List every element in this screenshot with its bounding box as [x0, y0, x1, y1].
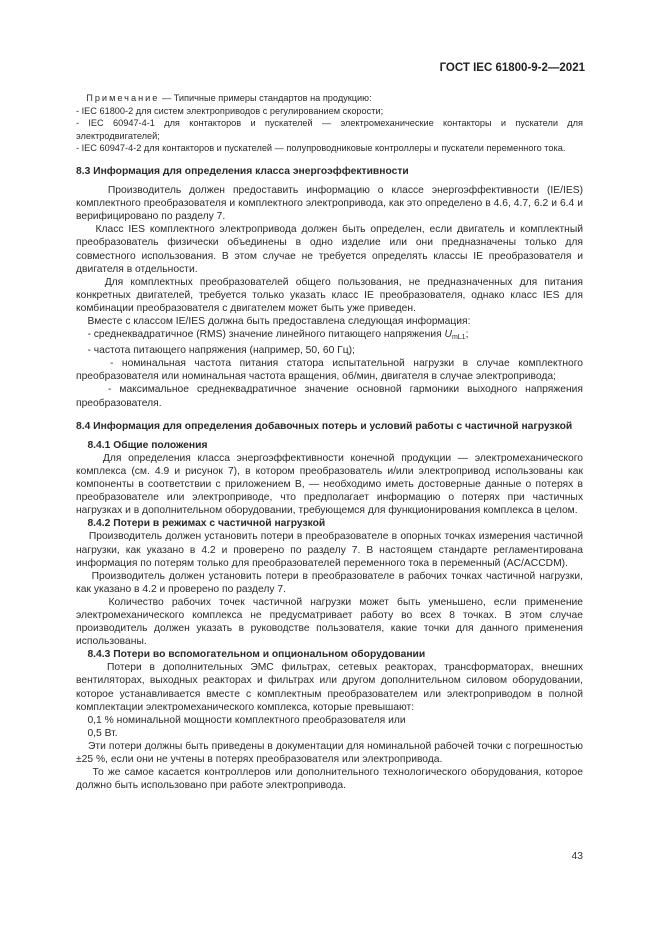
- paragraph: Вместе с классом IE/IES должна быть предоставлена следующая информация:: [87, 316, 471, 327]
- subsection-heading-8-4-1: 8.4.1 Общие положения: [87, 439, 208, 451]
- list-item: - частота питающего напряжения (например, 50, 60 Гц);: [87, 345, 355, 357]
- page-number: 43: [571, 851, 583, 862]
- list-item: - номинальная частота питания статора испытательной нагрузки в случае комплектного преобразователя или номинальная частота вращения, об/мин, двигателя в случае электропривода;: [76, 358, 583, 383]
- note-item: - IEC 61800-2 для систем электроприводов с регулированием скорости;: [76, 105, 384, 116]
- note-intro: [76, 92, 583, 105]
- paragraph: То же самое касается контроллеров или дополнительного технологического оборудования, которое должно быть использовано при работе электропривода.: [76, 767, 583, 792]
- paragraph: Эти потери должны быть приведены в документации для номинальной рабочей точки с погрешностью ±25 %, если они не учтены в потерях преобразователя или электропривода.: [76, 740, 584, 765]
- voltage-subscript: mL1: [451, 334, 466, 342]
- note-item: - IEC 60947-4-1 для контакторов и пускателей — электромеханические контакторы и пускатели для электродвигателей;: [76, 118, 583, 141]
- value-line: 0,1 % номинальной мощности комплектного преобразователя или: [87, 714, 406, 726]
- paragraph: Класс IES комплектного электропривода должен быть определен, если двигатель и комплектный преобразователь физически объединены в одно изделие или они предназначены только для совместного использования. В этом случае не требуется определять классы IE преобразователя и двигателя в отдельности.: [76, 224, 583, 275]
- voltage-symbol: U: [444, 329, 452, 341]
- paragraph: Производитель должен предоставить информацию о классе энергоэффективности (IE/IES) комплектного преобразователя и комплектного электропривода, как это определено в 4.6, 4.7, 6.2 и 6.4 и верифицировано по разделу 7.: [76, 185, 584, 223]
- paragraph: Потери в дополнительных ЭМС фильтрах, сетевых реакторах, трансформаторах, внешних вентиляторах, выходных реакторах и фильтрах или другом дополнительном силовом оборудовании, которое устанавливается вместе с комплектным преобразователем или электроприводом в полной комплектации электромеханического комплекса, которые превышают:: [76, 662, 583, 713]
- note-label: Примечание: [86, 93, 160, 103]
- subsection-heading-8-4-2: 8.4.2 Потери в режимах с частичной нагрузкой: [87, 518, 326, 530]
- subsection-heading-8-4-3: 8.4.3 Потери во вспомогательном и опциональном оборудовании: [87, 649, 426, 661]
- page-content: [76, 92, 583, 792]
- note-intro-text: — Типичные примеры стандартов на продукцию:: [159, 93, 372, 103]
- section-heading-8-4: 8.4 Информация для определения добавочных потерь и условий работы с частичной нагрузкой: [76, 420, 573, 432]
- paragraph: Производитель должен установить потери в преобразователе в рабочих точках частичной нагрузки, как указано в 4.2 и проверено по разделу 7.: [76, 570, 583, 595]
- section-heading-8-3: 8.3 Информация для определения класса энергоэффективности: [76, 165, 409, 177]
- note-block: [76, 92, 583, 155]
- note-item: - IEC 60947-4-2 для контакторов и пускателей — полупроводниковые контроллеры и пускатели переменного тока.: [76, 143, 566, 154]
- standard-header: ГОСТ IEC 61800-9-2—2021: [439, 62, 585, 74]
- paragraph: Для комплектных преобразователей общего пользования, не предназначенных для питания конкретных двигателей, требуется только указать класс IE преобразователя, однако класс IES для комбинации преобразователя с двигателем может быть уже приведен.: [76, 276, 583, 314]
- list-item: - максимальное среднеквадратичное значение основной гармоники выходного напряжения преобразователя.: [76, 384, 583, 409]
- value-line: 0,5 Вт.: [87, 727, 118, 739]
- paragraph: Производитель должен установить потери в преобразователе в опорных точках измерения частичной нагрузки, как указано в 4.2 и проверено по разделу 7. В настоящем стандарте регламентирована информация по потерям только для преобразователей переменного тока в переменный (AC/ACCDM).: [76, 531, 583, 569]
- paragraph: Количество рабочих точек частичной нагрузки может быть уменьшено, если применение электромеханического комплекса не предусматривает работу во всех 8 точках. В этом случае производитель должен указать в руководстве пользователя, какие точки для данного применения использованы.: [76, 596, 583, 648]
- list-item: - среднеквадратичное (RMS) значение линейного питающего напряжения $U_{mL1}$;: [87, 329, 469, 342]
- paragraph: Для определения класса энергоэффективности конечной продукции — электромеханического комплекса (см. 4.9 и рисунок 7), в котором преобразователь и/или электропривод использованы как компоненты в соответствии с приложением B, — необходимо иметь достоверные данные о потерях в преобразователе или электроприводе, что предполагает информацию о потерях при частичных нагрузках и в дополнительном оборудовании, требующемся для функционирования комплекса в целом.: [76, 452, 583, 517]
